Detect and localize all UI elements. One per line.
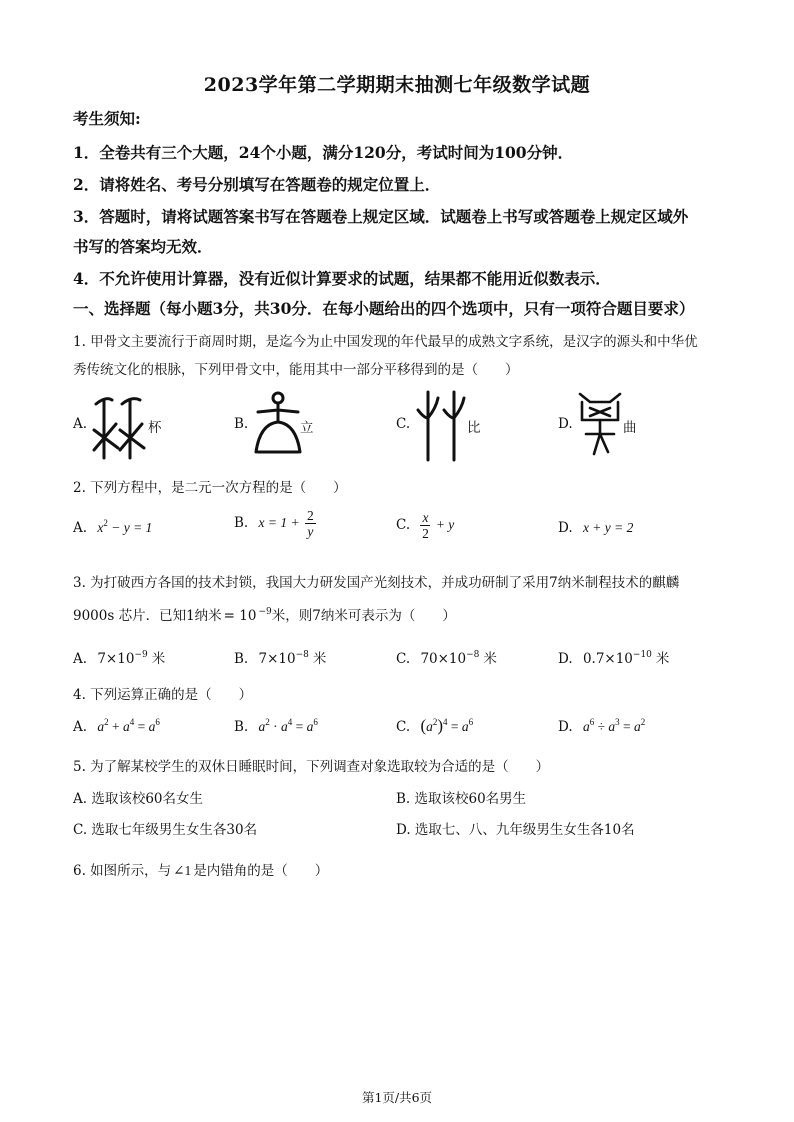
q3-b-unit: 米 [312, 651, 327, 667]
page-title: 2023学年第二学期期末抽测七年级数学试题 [203, 74, 591, 96]
q3-option-d-letter: D. [558, 651, 573, 667]
q1-option-a-char: 杯 [148, 420, 162, 436]
q2-option-c-letter: C. [396, 517, 411, 533]
q2-a-exp: 2 [103, 518, 108, 528]
q3-c-exp: −8 [466, 650, 480, 660]
q2-stem: 2. 下列方程中，是二元一次方程的是（ ） [73, 480, 347, 496]
q4-option-c-letter: C. [396, 719, 411, 735]
q4-option-d[interactable]: D. $a^6 \div a^3 = a^2$ [558, 717, 646, 735]
notice-heading: 考生须知: [73, 109, 141, 128]
notice-item-4: 4．不允许使用计算器，没有近似计算要求的试题，结果都不能用近似数表示． [73, 269, 611, 288]
q3-line2-pre: 9000s 芯片．已知1纳米 [73, 608, 222, 624]
q5-option-b[interactable]: B. 选取该校60名男生 [396, 791, 527, 807]
q1-option-a-letter[interactable]: A. [73, 416, 88, 432]
q2-option-d[interactable] [558, 520, 633, 536]
q1-line2: 秀传统文化的根脉，下列甲骨文中，能用其中一部分平移得到的是（ ） [73, 362, 519, 378]
oracle-bei-glyph-icon [92, 392, 152, 460]
oracle-li-glyph-icon [250, 390, 306, 458]
q4-option-d-letter: D. [558, 719, 573, 735]
q2-a-x: x [97, 520, 104, 535]
q2-b-den: y [307, 524, 314, 539]
q2-c-den: 2 [422, 526, 429, 541]
q1-option-b-letter[interactable]: B. [234, 416, 249, 432]
section-heading: 一、选择题（每小题3分，共30分．在每小题给出的四个选项中，只有一项符合题目要求） [73, 299, 695, 318]
q3-a-exp: −9 [134, 650, 148, 660]
q3-a-unit: 米 [151, 651, 166, 667]
q1-option-c-char: 比 [467, 420, 481, 436]
q3-option-d[interactable] [558, 647, 669, 667]
q1-option-d-char: 曲 [623, 420, 637, 436]
notice-item-3-cont: 书写的答案均无效． [73, 237, 213, 256]
q3-c-base: 70×10 [420, 651, 467, 667]
q6-angle: ∠1 [173, 863, 192, 878]
q5-stem: 5. 为了解某校学生的双休日睡眠时间，下列调查对象选取较为合适的是（ ） [73, 759, 550, 775]
q3-d-exp: −10 [632, 650, 652, 660]
q2-c-rest: + y [432, 517, 455, 532]
q4-option-c[interactable]: C. $(a^2)^4 = a^6$ [396, 716, 474, 735]
q1-line1: 1. 甲骨文主要流行于商周时期，是迄今为止中国发现的年代最早的成熟文字系统，是汉字的源头和中华优 [73, 334, 698, 350]
q4-option-a[interactable]: A. $a^2 + a^4 = a^6$ [73, 717, 160, 735]
q1-option-d-letter[interactable]: D. [558, 416, 573, 432]
q2-c-num: x [422, 510, 429, 525]
q3-line1: 3. 为打破西方各国的技术封锁，我国大力研发国产光刻技术，并成功研制了采用7纳米制程技术的麒麟 [73, 575, 680, 591]
q2-option-b-letter: B. [234, 515, 249, 531]
q3-option-c-letter: C. [396, 651, 411, 667]
q3-line2 [73, 604, 456, 624]
q3-d-unit: 米 [655, 651, 670, 667]
q4-stem: 4. 下列运算正确的是（ ） [73, 687, 253, 703]
q3-c-unit: 米 [483, 651, 497, 667]
q1-option-c-letter[interactable]: C. [396, 416, 411, 432]
q2-b-lhs: x = 1 + [258, 515, 303, 530]
q3-option-a-letter: A. [73, 651, 88, 667]
notice-item-1: 1．全卷共有三个大题，24个小题，满分120分，考试时间为100分钟． [73, 143, 574, 162]
q1-option-b-char: 立 [300, 420, 314, 436]
q2-option-a[interactable] [73, 520, 152, 536]
q6-post: 是内错角的是（ ） [193, 863, 329, 879]
q2-d-expr: x + y = 2 [582, 520, 634, 535]
q5-option-c[interactable]: C. 选取七年级男生女生各30名 [73, 822, 258, 838]
q2-option-c[interactable] [396, 510, 454, 541]
q2-a-rest: − y = 1 [107, 520, 153, 535]
q2-option-a-letter: A. [73, 520, 88, 536]
page-footer: 第1页/共6页 [361, 1090, 433, 1105]
q4-option-a-letter: A. [73, 719, 88, 735]
q5-option-d[interactable]: D. 选取七、八、九年级男生女生各10名 [396, 822, 635, 838]
q3-option-b-letter: B. [234, 651, 249, 667]
q3-option-c[interactable] [396, 647, 497, 667]
q5-option-a[interactable]: A. 选取该校60名女生 [73, 791, 204, 807]
notice-item-3: 3．答题时，请将试题答案书写在答题卷上规定区域．试题卷上书写或答题卷上规定区域外 [73, 207, 689, 226]
q4-option-b-letter: B. [234, 719, 249, 735]
q2-option-b[interactable] [234, 508, 318, 539]
q3-line2-exp: −9 [258, 607, 272, 617]
q2-option-d-letter: D. [558, 520, 573, 536]
q3-line2-eq: = 10 [223, 608, 257, 624]
q3-option-a[interactable] [73, 647, 165, 667]
q2-b-num: 2 [306, 508, 314, 523]
q3-a-base: 7×10 [97, 651, 135, 667]
q6-stem [73, 859, 328, 879]
q3-b-exp: −8 [295, 650, 309, 660]
notice-item-2: 2．请将姓名、考号分别填写在答题卷的规定位置上． [73, 175, 441, 194]
oracle-qu-glyph-icon [576, 390, 624, 458]
q3-b-base: 7×10 [258, 651, 296, 667]
oracle-bi-glyph-icon [414, 388, 470, 462]
q3-d-base: 0.7×10 [582, 651, 633, 667]
q3-line2-post: 米，则7纳米可表示为（ ） [271, 608, 456, 624]
q6-pre: 6. 如图所示，与 [73, 863, 172, 879]
q3-option-b[interactable] [234, 647, 326, 667]
q4-option-b[interactable]: B. $a^2 \cdot a^4 = a^6$ [234, 717, 318, 735]
